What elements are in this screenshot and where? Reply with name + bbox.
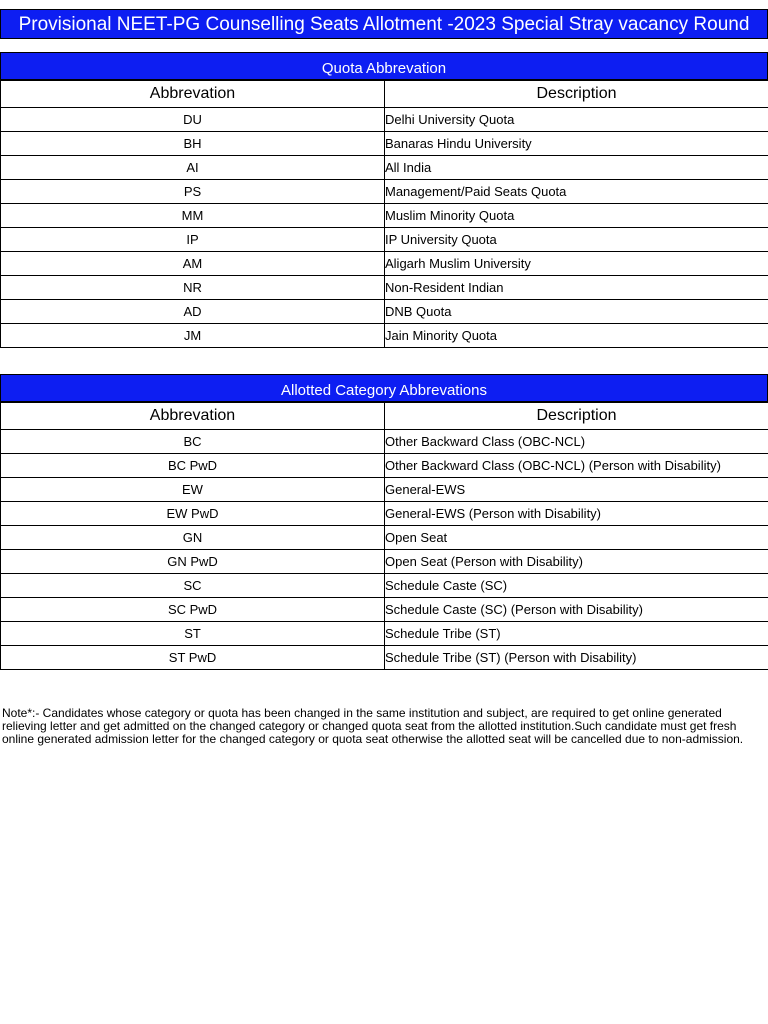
abbreviation-cell: EW [1,478,385,502]
description-cell: Management/Paid Seats Quota [385,180,768,204]
table-row [1,324,768,348]
description-cell: Schedule Tribe (ST) [385,622,768,646]
description-cell: Other Backward Class (OBC-NCL) (Person with Disability) [385,454,768,478]
table-row [1,622,768,646]
table-row [1,204,768,228]
abbreviation-cell: ST PwD [1,646,385,670]
abbreviation-cell: IP [1,228,385,252]
abbreviation-cell: GN PwD [1,550,385,574]
table-header-row [1,403,768,430]
description-cell: DNB Quota [385,300,768,324]
note-text: Note*:- Candidates whose category or quota has been changed in the same institution and subject, are required to get online generated relieving letter and get admitted on the changed category or changed quota seat from the allotted institution.Such candidate must get fresh online generated admission letter for the changed category or quota seat otherwise the allotted seat will be cancelled due to non-admission. [2,706,744,746]
table-row [1,502,768,526]
table-row [1,252,768,276]
table-row [1,228,768,252]
abbreviation-cell: AI [1,156,385,180]
description-cell: Other Backward Class (OBC-NCL) [385,430,768,454]
table-row [1,276,768,300]
abbreviation-cell: JM [1,324,385,348]
description-cell: Schedule Caste (SC) [385,574,768,598]
page-title: Provisional NEET-PG Counselling Seats Allotment -2023 Special Stray vacancy Round [0,9,768,39]
table-row [1,430,768,454]
abbreviation-cell: SC PwD [1,598,385,622]
description-cell: General-EWS [385,478,768,502]
abbreviation-cell: PS [1,180,385,204]
description-cell: IP University Quota [385,228,768,252]
table-row [1,550,768,574]
table-row [1,574,768,598]
description-cell: All India [385,156,768,180]
abbreviation-cell: DU [1,108,385,132]
table-row [1,180,768,204]
table-row [1,156,768,180]
column-header-abbreviation: Abbrevation [1,81,385,108]
description-cell: Muslim Minority Quota [385,204,768,228]
description-cell: Delhi University Quota [385,108,768,132]
description-cell: Schedule Caste (SC) (Person with Disability) [385,598,768,622]
description-cell: Open Seat (Person with Disability) [385,550,768,574]
table-row [1,478,768,502]
description-cell: General-EWS (Person with Disability) [385,502,768,526]
quota-section-heading: Quota Abbrevation [0,52,768,80]
description-cell: Aligarh Muslim University [385,252,768,276]
abbreviation-cell: BC [1,430,385,454]
column-header-description: Description [385,81,768,108]
description-cell: Open Seat [385,526,768,550]
abbreviation-cell: NR [1,276,385,300]
quota-abbreviation-table [0,80,768,348]
table-row [1,300,768,324]
abbreviation-cell: AD [1,300,385,324]
abbreviation-cell: EW PwD [1,502,385,526]
table-row [1,526,768,550]
table-row [1,132,768,156]
column-header-description: Description [385,403,768,430]
table-header-row [1,81,768,108]
table-row [1,108,768,132]
category-section-heading: Allotted Category Abbrevations [0,374,768,402]
table-row [1,598,768,622]
abbreviation-cell: SC [1,574,385,598]
abbreviation-cell: MM [1,204,385,228]
column-header-abbreviation: Abbrevation [1,403,385,430]
description-cell: Schedule Tribe (ST) (Person with Disability) [385,646,768,670]
category-abbreviation-table [0,402,768,670]
description-cell: Jain Minority Quota [385,324,768,348]
description-cell: Non-Resident Indian [385,276,768,300]
table-row [1,646,768,670]
abbreviation-cell: BH [1,132,385,156]
abbreviation-cell: AM [1,252,385,276]
abbreviation-cell: BC PwD [1,454,385,478]
abbreviation-cell: ST [1,622,385,646]
abbreviation-cell: GN [1,526,385,550]
description-cell: Banaras Hindu University [385,132,768,156]
table-row [1,454,768,478]
